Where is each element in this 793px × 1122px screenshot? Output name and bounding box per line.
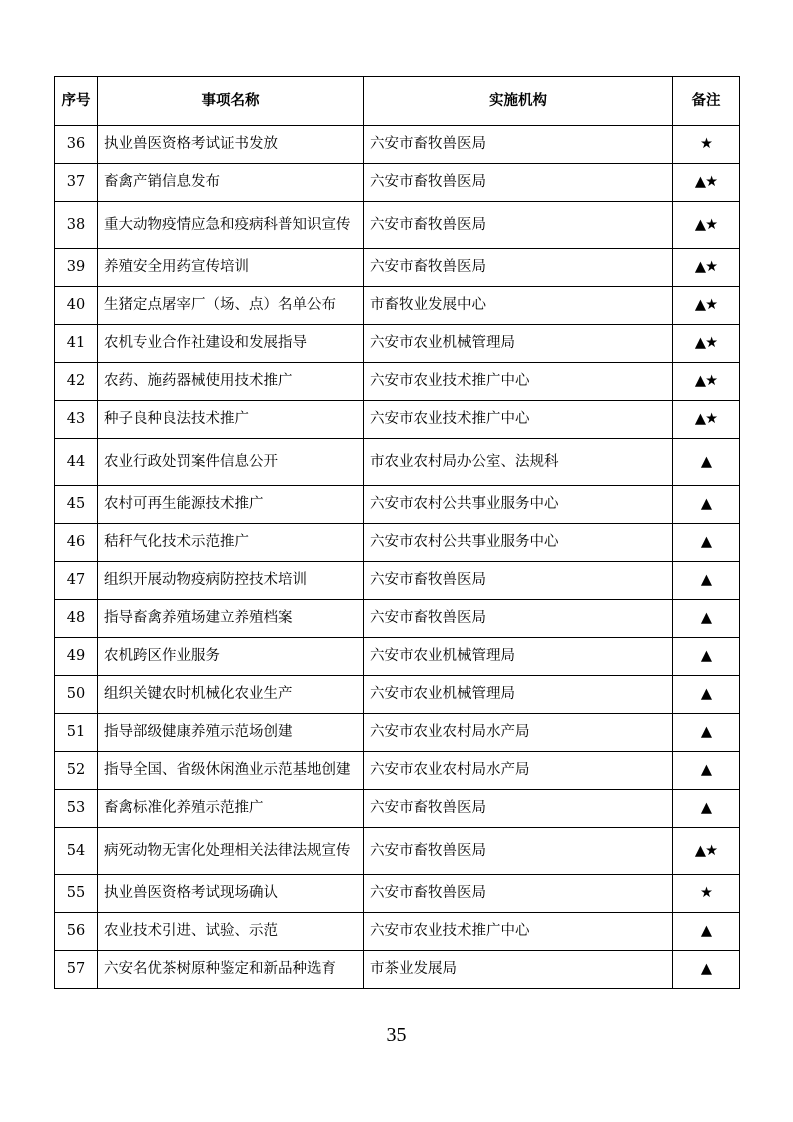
note-marks: ★: [673, 875, 740, 913]
table-row: [55, 638, 740, 676]
item-name: 农药、施药器械使用技术推广: [98, 363, 364, 401]
implementing-agency: 市畜牧业发展中心: [364, 287, 673, 325]
note-marks: ▲★: [673, 164, 740, 202]
table-row: [55, 875, 740, 913]
table-row: [55, 913, 740, 951]
item-name: 病死动物无害化处理相关法律法规宣传: [98, 828, 364, 875]
note-marks: ★: [673, 126, 740, 164]
item-name: 农机跨区作业服务: [98, 638, 364, 676]
note-marks: ▲: [673, 951, 740, 989]
implementing-agency: 六安市农业技术推广中心: [364, 913, 673, 951]
item-name: 农机专业合作社建设和发展指导: [98, 325, 364, 363]
header-name: 事项名称: [98, 77, 364, 126]
note-marks: ▲: [673, 439, 740, 486]
item-name: 指导部级健康养殖示范场创建: [98, 714, 364, 752]
note-marks: ▲★: [673, 202, 740, 249]
implementing-agency: 六安市畜牧兽医局: [364, 790, 673, 828]
note-marks: ▲★: [673, 287, 740, 325]
row-number: 39: [55, 249, 98, 287]
table-row: [55, 164, 740, 202]
row-number: 41: [55, 325, 98, 363]
row-number: 51: [55, 714, 98, 752]
row-number: 42: [55, 363, 98, 401]
table-row: [55, 562, 740, 600]
implementing-agency: 六安市畜牧兽医局: [364, 249, 673, 287]
header-no: 序号: [55, 77, 98, 126]
table-row: [55, 524, 740, 562]
row-number: 37: [55, 164, 98, 202]
note-marks: ▲★: [673, 249, 740, 287]
row-number: 40: [55, 287, 98, 325]
table-row: [55, 790, 740, 828]
table-row: [55, 752, 740, 790]
note-marks: ▲: [673, 790, 740, 828]
note-marks: ▲★: [673, 828, 740, 875]
table-row: [55, 828, 740, 875]
item-name: 六安名优茶树原种鉴定和新品种选育: [98, 951, 364, 989]
implementing-agency: 六安市农业机械管理局: [364, 325, 673, 363]
implementing-agency: 六安市农业农村局水产局: [364, 752, 673, 790]
row-number: 46: [55, 524, 98, 562]
row-number: 48: [55, 600, 98, 638]
note-marks: ▲: [673, 913, 740, 951]
item-name: 畜禽标准化养殖示范推广: [98, 790, 364, 828]
row-number: 54: [55, 828, 98, 875]
header-row: [55, 77, 740, 126]
note-marks: ▲: [673, 486, 740, 524]
note-marks: ▲★: [673, 363, 740, 401]
item-name: 执业兽医资格考试现场确认: [98, 875, 364, 913]
table-row: [55, 600, 740, 638]
table-row: [55, 486, 740, 524]
implementing-agency: 六安市农村公共事业服务中心: [364, 486, 673, 524]
table-row: [55, 401, 740, 439]
row-number: 55: [55, 875, 98, 913]
table-row: [55, 714, 740, 752]
row-number: 45: [55, 486, 98, 524]
implementing-agency: 六安市农业技术推广中心: [364, 401, 673, 439]
implementing-agency: 六安市农村公共事业服务中心: [364, 524, 673, 562]
item-name: 生猪定点屠宰厂（场、点）名单公布: [98, 287, 364, 325]
table-body: [55, 126, 740, 989]
item-name: 农业技术引进、试验、示范: [98, 913, 364, 951]
implementing-agency: 六安市畜牧兽医局: [364, 202, 673, 249]
header-org: 实施机构: [364, 77, 673, 126]
table-row: [55, 439, 740, 486]
item-name: 农村可再生能源技术推广: [98, 486, 364, 524]
implementing-agency: 市农业农村局办公室、法规科: [364, 439, 673, 486]
item-name: 指导畜禽养殖场建立养殖档案: [98, 600, 364, 638]
note-marks: ▲: [673, 676, 740, 714]
row-number: 44: [55, 439, 98, 486]
implementing-agency: 六安市畜牧兽医局: [364, 126, 673, 164]
implementing-agency: 六安市畜牧兽医局: [364, 164, 673, 202]
table-row: [55, 951, 740, 989]
row-number: 43: [55, 401, 98, 439]
row-number: 52: [55, 752, 98, 790]
item-name: 重大动物疫情应急和疫病科普知识宣传: [98, 202, 364, 249]
row-number: 47: [55, 562, 98, 600]
note-marks: ▲: [673, 638, 740, 676]
item-name: 组织关键农时机械化农业生产: [98, 676, 364, 714]
row-number: 53: [55, 790, 98, 828]
header-note: 备注: [673, 77, 740, 126]
note-marks: ▲: [673, 600, 740, 638]
note-marks: ▲: [673, 752, 740, 790]
implementing-agency: 市茶业发展局: [364, 951, 673, 989]
item-name: 养殖安全用药宣传培训: [98, 249, 364, 287]
table-row: [55, 676, 740, 714]
row-number: 36: [55, 126, 98, 164]
row-number: 56: [55, 913, 98, 951]
implementing-agency: 六安市畜牧兽医局: [364, 600, 673, 638]
note-marks: ▲★: [673, 401, 740, 439]
implementing-agency: 六安市畜牧兽医局: [364, 828, 673, 875]
note-marks: ▲: [673, 524, 740, 562]
implementing-agency: 六安市畜牧兽医局: [364, 562, 673, 600]
items-table: [54, 76, 740, 989]
item-name: 执业兽医资格考试证书发放: [98, 126, 364, 164]
implementing-agency: 六安市农业农村局水产局: [364, 714, 673, 752]
table-row: [55, 202, 740, 249]
implementing-agency: 六安市农业技术推广中心: [364, 363, 673, 401]
item-name: 农业行政处罚案件信息公开: [98, 439, 364, 486]
item-name: 指导全国、省级休闲渔业示范基地创建: [98, 752, 364, 790]
note-marks: ▲★: [673, 325, 740, 363]
item-name: 组织开展动物疫病防控技术培训: [98, 562, 364, 600]
row-number: 38: [55, 202, 98, 249]
item-name: 畜禽产销信息发布: [98, 164, 364, 202]
page-number: 35: [386, 1024, 407, 1046]
item-name: 种子良种良法技术推广: [98, 401, 364, 439]
table-row: [55, 126, 740, 164]
row-number: 49: [55, 638, 98, 676]
implementing-agency: 六安市农业机械管理局: [364, 638, 673, 676]
implementing-agency: 六安市畜牧兽医局: [364, 875, 673, 913]
note-marks: ▲: [673, 714, 740, 752]
table-row: [55, 325, 740, 363]
note-marks: ▲: [673, 562, 740, 600]
table-row: [55, 287, 740, 325]
implementing-agency: 六安市农业机械管理局: [364, 676, 673, 714]
table-row: [55, 363, 740, 401]
table-row: [55, 249, 740, 287]
row-number: 57: [55, 951, 98, 989]
row-number: 50: [55, 676, 98, 714]
item-name: 秸秆气化技术示范推广: [98, 524, 364, 562]
